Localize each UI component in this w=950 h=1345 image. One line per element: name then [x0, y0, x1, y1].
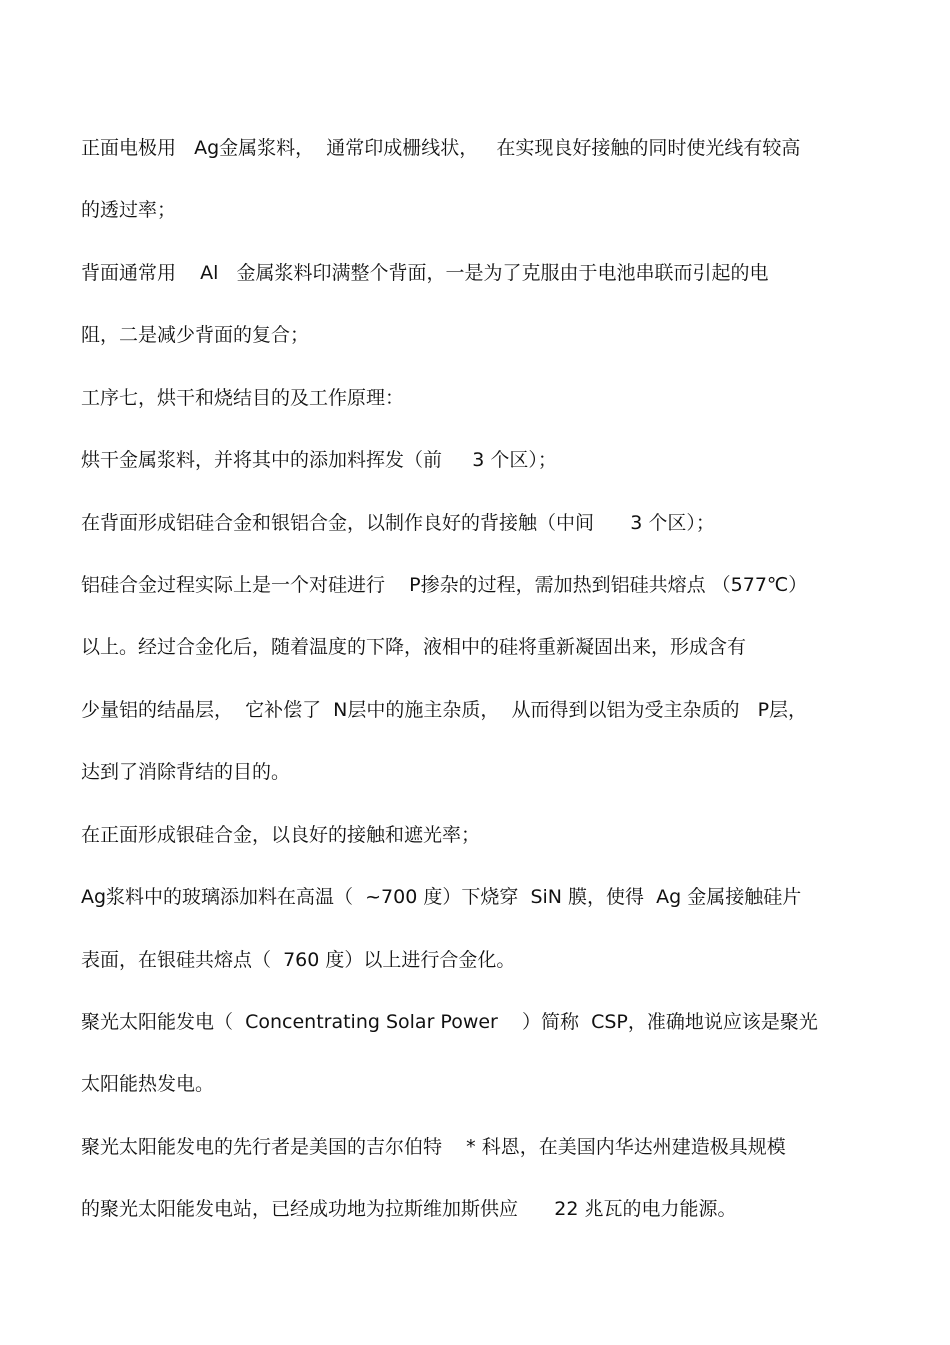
text-line: 工序七，烘干和烧结目的及工作原理： [81, 387, 405, 409]
text-line: 少量铝的结晶层， 它补偿了 N层中的施主杂质， 从而得到以铝为受主杂质的 P层， [81, 699, 808, 721]
text-line: 太阳能热发电。 [81, 1073, 215, 1095]
text-line: 以上。经过合金化后，随着温度的下降，液相中的硅将重新凝固出来，形成含有 [81, 636, 747, 658]
text-line: 烘干金属浆料，并将其中的添加料挥发（前 3 个区）； [81, 449, 557, 471]
text-line: 的聚光太阳能发电站，已经成功地为拉斯维加斯供应 22 兆瓦的电力能源。 [81, 1198, 737, 1220]
text-line: Ag浆料中的玻璃添加料在高温（ ~700 度）下烧穿 SiN 膜，使得 Ag 金属接触硅片 [81, 886, 802, 908]
text-line: 聚光太阳能发电的先行者是美国的吉尔伯特 * 科恩，在美国内华达州建造极具规模 [81, 1136, 786, 1158]
text-line: 达到了消除背结的目的。 [81, 761, 291, 783]
text-line: 正面电极用 Ag金属浆料， 通常印成栅线状， 在实现良好接触的同时使光线有较高 [81, 137, 801, 159]
text-line: 在背面形成铝硅合金和银铝合金，以制作良好的背接触（中间 3 个区）； [81, 512, 715, 534]
text-line: 背面通常用 Al 金属浆料印满整个背面，一是为了克服由于电池串联而引起的电 [81, 262, 769, 284]
text-line: 表面，在银硅共熔点（ 760 度）以上进行合金化。 [81, 949, 516, 971]
text-line: 在正面形成银硅合金，以良好的接触和遮光率； [81, 824, 481, 846]
text-line: 聚光太阳能发电（ Concentrating Solar Power ）简称 CSP，准确地说应该是聚光 [81, 1011, 818, 1033]
text-line: 铝硅合金过程实际上是一个对硅进行 P掺杂的过程，需加热到铝硅共熔点 （577℃） [81, 574, 808, 596]
text-line: 阻，二是减少背面的复合； [81, 324, 310, 346]
text-line: 的透过率； [81, 199, 177, 221]
